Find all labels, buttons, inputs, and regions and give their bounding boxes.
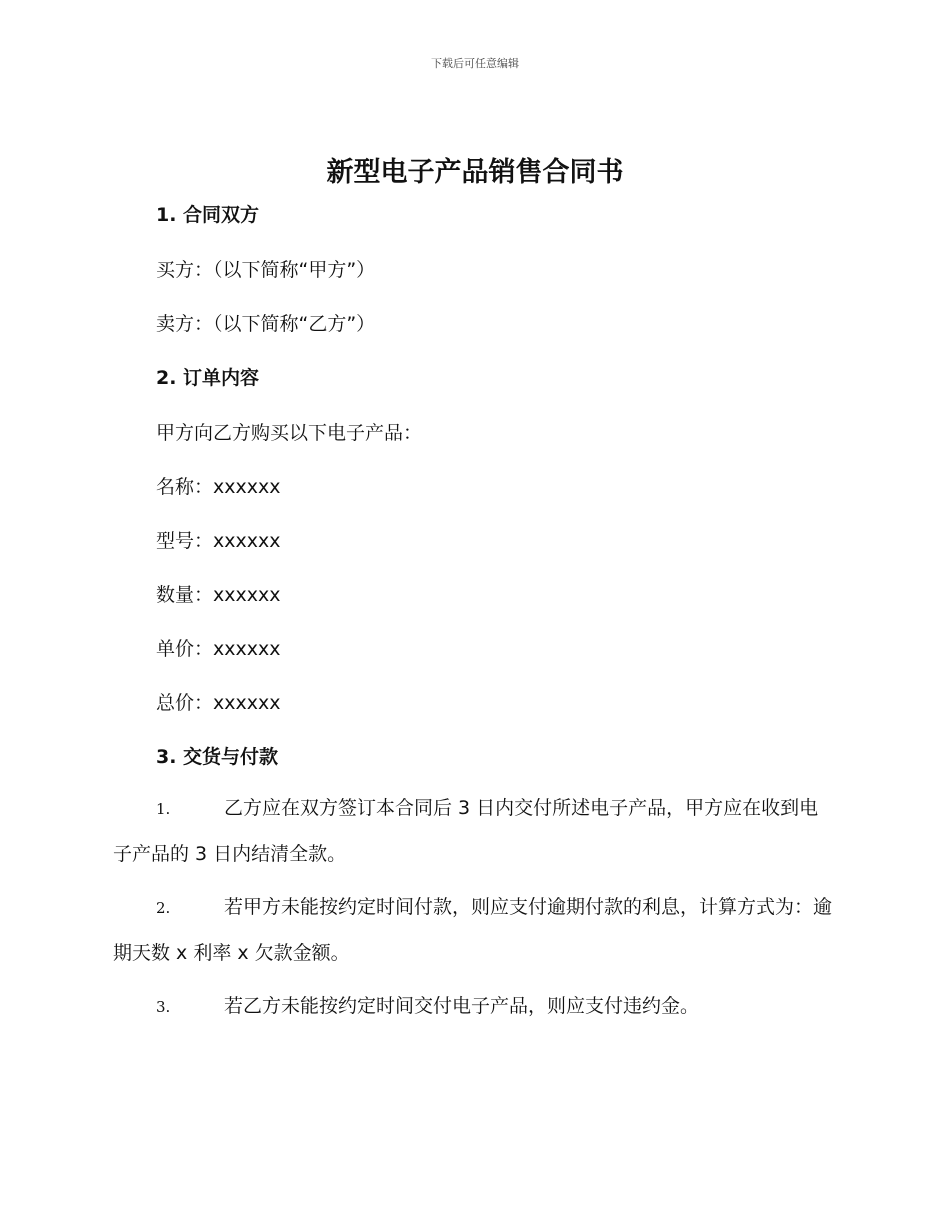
clause-1-number: 1. xyxy=(156,800,171,818)
section-1-heading: 1. 合同双方 xyxy=(156,204,260,226)
clause-3-number: 3. xyxy=(156,998,171,1016)
clause-3 xyxy=(113,984,835,1030)
order-intro: 甲方向乙方购买以下电子产品： xyxy=(156,422,423,444)
clause-1-text: 乙方应在双方签订本合同后 3 日内交付所述电子产品，甲方应在收到电子产品的 3 日内结清全款。 xyxy=(113,797,819,865)
buyer-line: 买方：（以下简称“甲方”） xyxy=(156,259,376,281)
product-quantity-line: 数量：xxxxxx xyxy=(156,584,281,606)
section-2-heading: 2. 订单内容 xyxy=(156,367,260,389)
section-3-heading: 3. 交货与付款 xyxy=(156,746,279,768)
unit-price-line: 单价：xxxxxx xyxy=(156,638,281,660)
clause-3-text: 若乙方未能按约定时间交付电子产品，则应支付违约金。 xyxy=(224,995,700,1017)
product-name-line: 名称：xxxxxx xyxy=(156,476,281,498)
product-model-line: 型号：xxxxxx xyxy=(156,530,281,552)
total-price-line: 总价：xxxxxx xyxy=(156,692,281,714)
clause-2-text: 若甲方未能按约定时间付款，则应支付逾期付款的利息，计算方式为：逾期天数 x 利率 x 欠款金额。 xyxy=(113,896,833,964)
document-title: 新型电子产品销售合同书 xyxy=(326,157,624,188)
clause-2-number: 2. xyxy=(156,899,171,917)
clause-2 xyxy=(113,885,835,976)
clause-1 xyxy=(113,786,835,877)
page-header-note: 下载后可任意编辑 xyxy=(431,57,519,70)
seller-line: 卖方：（以下简称“乙方”） xyxy=(156,313,376,335)
